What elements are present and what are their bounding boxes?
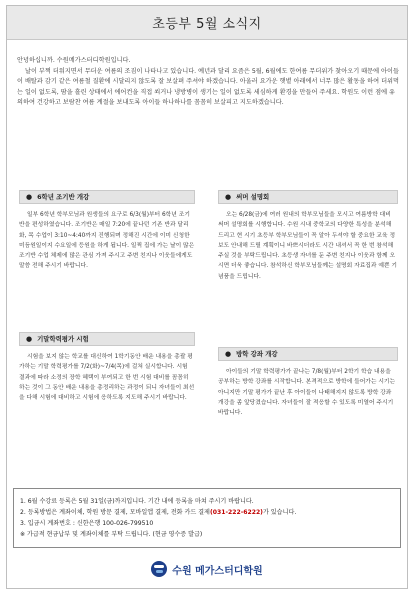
intro-paragraph: 날이 부쩍 더워지면서 무더운 여름의 조짐이 나타나고 있습니다. 예년과 달리 요즘은 5월, 6월에도 한여름 무더위가 찾아오기 때문에 아이들이 배탈과 감기 같은 여름철 질환에 시달리지 않도록 잘 보살펴 주셔야 하겠습니다. 아울러 요가운 햇볕 아래에서 너무 많은 활동을 하여 더위먹는 일이 없도록, 땀을 흘린 상태에서 에어컨을 직접 쐬거나 냉방병이 생기는 일이 없도록 세심하게 환경을 만들어 주세요. 학원도 이런 점에 유의하여 건강하고 보람찬 여름 계절을 보내도록 아이들 하나하나를 꼼꼼히 보살피고 지도하겠습니다. xyxy=(17,67,399,107)
footer-brand: 수원 메가스터디학원 xyxy=(172,565,263,577)
vacation-heading xyxy=(218,347,398,361)
newsletter-header xyxy=(7,6,407,40)
vacation-section xyxy=(218,347,398,418)
exam-heading xyxy=(19,332,195,346)
payment-notice-box xyxy=(13,488,401,548)
footer xyxy=(7,557,407,581)
early-class-heading-text: 6학년 조기반 개강 xyxy=(37,192,90,201)
exam-heading-text: 기말학력평가 시험 xyxy=(37,334,89,343)
early-class-body: 일부 6학년 학부모님과 원생들의 요구로 6/3(월)부터 6학년 조기반을 편성하였습니다. 조기반은 매일 7:20에 끝나던 기존 반과 달리 화, 목 수업이 3:10~4:40까지 진행되며 정해진 시간에 이미 신청한 미듬원일이지 수요일에 등원을 하게 됩니다. 일찍 집에 가는 날이 많은 조기반 수업 체제에 많은 관심 가져 주시고 주변 친지나 이웃들에게도 말씀 전해 주시기 바랍니다. xyxy=(19,212,195,270)
bullet-icon: ● xyxy=(26,334,33,343)
bullet-icon: ● xyxy=(225,192,232,201)
intro-text xyxy=(17,56,399,109)
newsletter-page xyxy=(6,5,408,589)
megastudy-logo-icon xyxy=(151,561,167,577)
notice-line-2 xyxy=(20,507,394,518)
newsletter-title: 초등부 5월 소식지 xyxy=(152,17,262,32)
seminar-body: 오는 6/28(금)에 여러 원내의 학부모님들을 모시고 여름방학 대비 써머 설명회를 시행합니다. 수원 시내 중학교의 다양한 특성을 분석해 드리고 현 시기 초등부 학부모님들이 꼭 알아 두셔야 할 중요한 교육 정보도 안내해 드릴 계획이니 바쁘시더라도 시간 내셔서 꼭 한 번 참석해 주실 것을 부탁드립니다. 초등생 자녀를 둔 주변 친지나 이웃과 함께 오시면 더욱 좋습니다. 참석하신 학부모님들께는 설명회 자료집과 예쁜 기념품을 드립니다. xyxy=(218,212,397,280)
seminar-heading-text: 써머 설명회 xyxy=(236,192,270,201)
bullet-icon: ● xyxy=(225,349,232,358)
seminar-section xyxy=(218,190,398,282)
notice-line-2-text: 2. 등록방법은 계좌이체, 학원 방문 결제, 모바일앱 결제, 전화 카드 결제 xyxy=(20,509,210,516)
phone-number: (031-222-6222) xyxy=(209,509,263,516)
intro-greeting: 안녕하십니까. 수원메가스터디학원입니다. xyxy=(17,57,131,64)
notice-line-1: 1. 6월 수강료 등록은 5월 31일(금)까지입니다. 기간 내에 등록을 마쳐 주시기 바랍니다. xyxy=(20,498,254,505)
early-class-section xyxy=(19,190,195,272)
notice-line-4: ※ 가급적 현금납부 및 계좌이체를 부탁 드립니다. (현금 영수증 발급) xyxy=(20,531,203,538)
vacation-heading-text: 방학 강좌 개강 xyxy=(236,349,278,358)
early-class-heading xyxy=(19,190,195,204)
notice-line-2-suffix: 가 있습니다. xyxy=(262,509,297,516)
notice-line-3: 3. 입금시 계좌번호 : 신한은행 100-026-799510 xyxy=(20,520,154,527)
vacation-body: 아이들의 기말 학력평가가 끝나는 7/8(월)부터 2학기 학습 내용을 공부하는 방학 강좌를 시작합니다. 본격적으로 방학에 들어가는 시기는 아니지만 기말 평가가 끝난 후 아이들이 나태해지지 않도록 방학 강좌 개강을 좀 앞당겼습니다. 자녀들이 잘 적응할 수 있도록 미열어 주시기 바랍니다. xyxy=(218,369,396,417)
seminar-heading xyxy=(218,190,398,204)
exam-section xyxy=(19,332,195,403)
bullet-icon: ● xyxy=(26,192,33,201)
exam-body: 시험을 보지 않는 학교를 대신하여 1학기동안 배운 내용을 총괄 평가하는 기말 학력평가를 7/2(화)~7/4(목)에 걸쳐 실시합니다. 시험 결과에 따라 소정의 장학 혜택이 부여되고 한 번 시험 대비를 꼼꼼히 하는 것이 그 동안 배운 내용을 총정리하는 과정이 되니 자녀들이 최선을 다해 시험에 대비하고 시험에 응하도록 지도해 주시기 바랍니다. xyxy=(19,354,195,402)
